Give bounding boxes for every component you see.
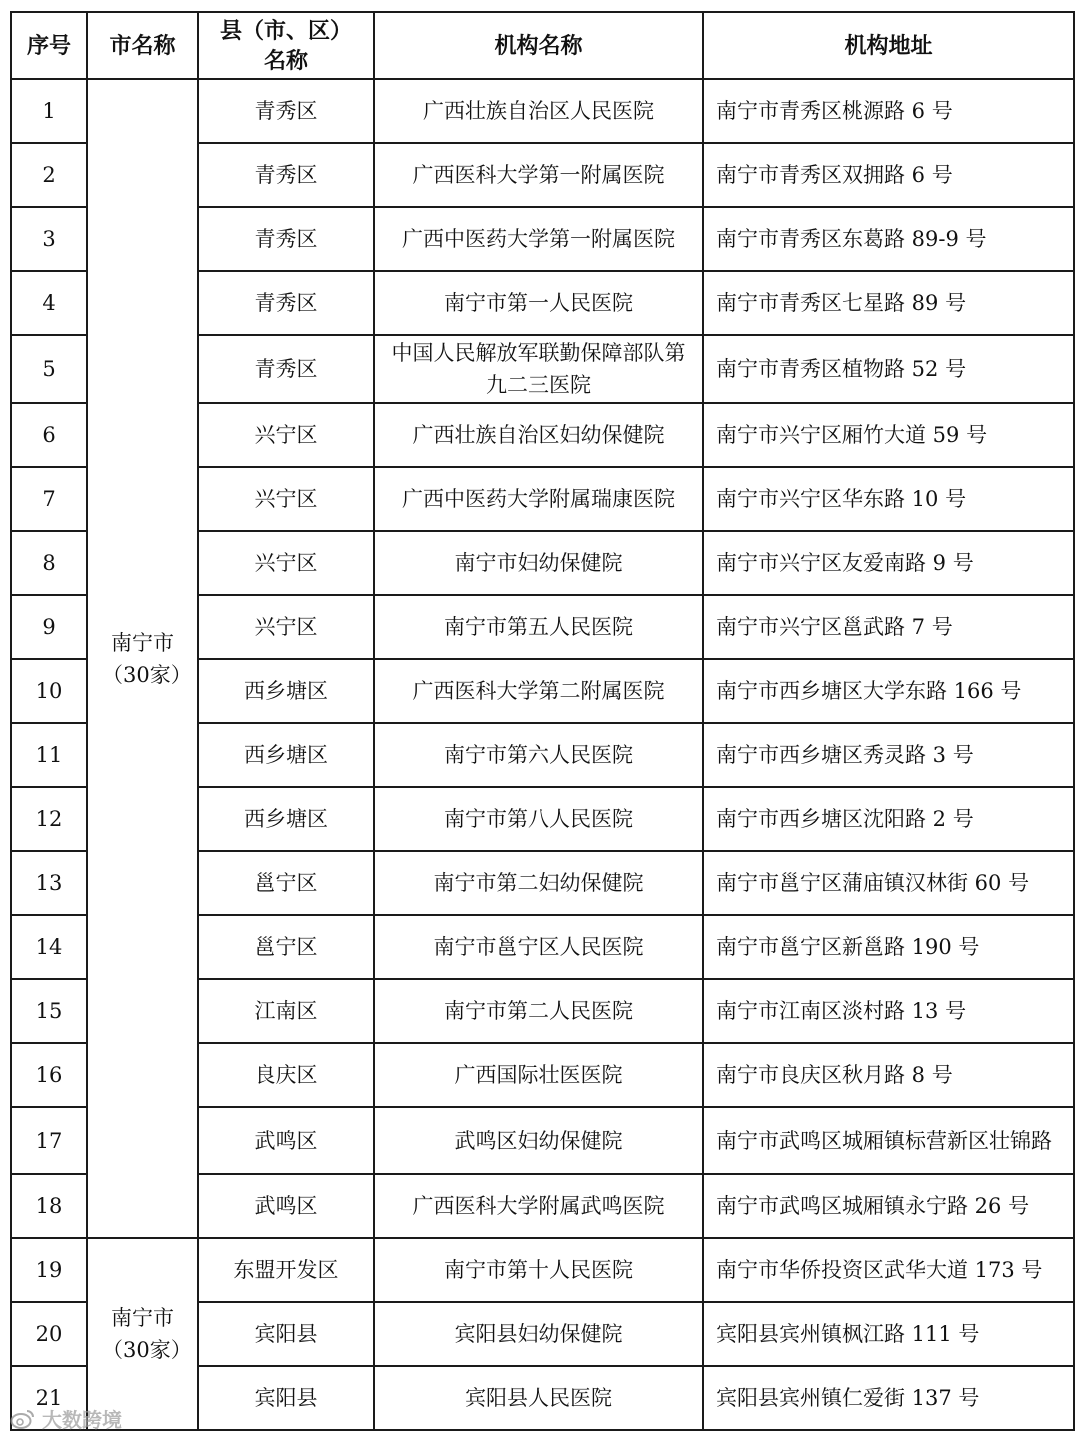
row-index: 10 [11, 659, 87, 723]
row-address: 南宁市青秀区桃源路 6 号 [703, 79, 1074, 143]
row-org-name: 南宁市第一人民医院 [374, 271, 703, 335]
city-cell: 南宁市（30家） [87, 79, 198, 1238]
row-address: 南宁市兴宁区友爱南路 9 号 [703, 531, 1074, 595]
row-address: 宾阳县宾州镇枫江路 111 号 [703, 1302, 1074, 1366]
weibo-logo-icon [10, 1408, 36, 1430]
row-index: 2 [11, 143, 87, 207]
row-county: 兴宁区 [198, 403, 374, 467]
row-address: 宾阳县宾州镇仁爱街 137 号 [703, 1366, 1074, 1430]
row-org-name: 广西医科大学第一附属医院 [374, 143, 703, 207]
row-address: 南宁市西乡塘区沈阳路 2 号 [703, 787, 1074, 851]
row-address: 南宁市良庆区秋月路 8 号 [703, 1043, 1074, 1107]
row-org-name: 南宁市第十人民医院 [374, 1238, 703, 1302]
row-index: 16 [11, 1043, 87, 1107]
row-org-name: 南宁市邕宁区人民医院 [374, 915, 703, 979]
row-address: 南宁市武鸣区城厢镇标营新区壮锦路 [703, 1107, 1074, 1174]
row-org-name: 广西国际壮医医院 [374, 1043, 703, 1107]
header-row [11, 12, 1074, 79]
row-county: 青秀区 [198, 271, 374, 335]
row-address: 南宁市邕宁区新邕路 190 号 [703, 915, 1074, 979]
row-index: 15 [11, 979, 87, 1043]
row-county: 宾阳县 [198, 1302, 374, 1366]
city-cell: 南宁市（30家） [87, 1238, 198, 1430]
row-index: 5 [11, 335, 87, 403]
hospital-table [10, 11, 1075, 1431]
row-county: 兴宁区 [198, 531, 374, 595]
row-index: 1 [11, 79, 87, 143]
row-address: 南宁市青秀区东葛路 89-9 号 [703, 207, 1074, 271]
row-county: 东盟开发区 [198, 1238, 374, 1302]
row-county: 青秀区 [198, 143, 374, 207]
row-county: 青秀区 [198, 207, 374, 271]
row-org-name: 广西壮族自治区妇幼保健院 [374, 403, 703, 467]
row-index: 12 [11, 787, 87, 851]
row-index: 13 [11, 851, 87, 915]
row-county: 西乡塘区 [198, 787, 374, 851]
row-address: 南宁市西乡塘区秀灵路 3 号 [703, 723, 1074, 787]
row-index: 18 [11, 1174, 87, 1238]
row-address: 南宁市西乡塘区大学东路 166 号 [703, 659, 1074, 723]
row-org-name: 广西中医药大学第一附属医院 [374, 207, 703, 271]
row-org-name: 广西医科大学第二附属医院 [374, 659, 703, 723]
row-address: 南宁市兴宁区邕武路 7 号 [703, 595, 1074, 659]
row-org-name: 广西中医药大学附属瑞康医院 [374, 467, 703, 531]
row-org-name: 广西壮族自治区人民医院 [374, 79, 703, 143]
header-city: 市名称 [87, 12, 198, 79]
row-address: 南宁市青秀区双拥路 6 号 [703, 143, 1074, 207]
row-org-name: 南宁市第二人民医院 [374, 979, 703, 1043]
header-org-name: 机构名称 [374, 12, 703, 79]
row-address: 南宁市武鸣区城厢镇永宁路 26 号 [703, 1174, 1074, 1238]
row-index: 17 [11, 1107, 87, 1174]
row-address: 南宁市兴宁区厢竹大道 59 号 [703, 403, 1074, 467]
row-county: 邕宁区 [198, 851, 374, 915]
row-index: 8 [11, 531, 87, 595]
row-index: 6 [11, 403, 87, 467]
row-county: 兴宁区 [198, 467, 374, 531]
row-org-name: 南宁市第八人民医院 [374, 787, 703, 851]
row-county: 青秀区 [198, 335, 374, 403]
header-county: 县（市、区）名称 [198, 12, 374, 79]
row-org-name: 武鸣区妇幼保健院 [374, 1107, 703, 1174]
row-org-name: 宾阳县妇幼保健院 [374, 1302, 703, 1366]
row-org-name: 中国人民解放军联勤保障部队第九二三医院 [374, 335, 703, 403]
row-county: 邕宁区 [198, 915, 374, 979]
row-address: 南宁市兴宁区华东路 10 号 [703, 467, 1074, 531]
row-address: 南宁市华侨投资区武华大道 173 号 [703, 1238, 1074, 1302]
row-index: 4 [11, 271, 87, 335]
row-org-name: 南宁市第二妇幼保健院 [374, 851, 703, 915]
row-index: 11 [11, 723, 87, 787]
row-index: 20 [11, 1302, 87, 1366]
row-index: 9 [11, 595, 87, 659]
row-org-name: 南宁市第五人民医院 [374, 595, 703, 659]
row-address: 南宁市江南区淡村路 13 号 [703, 979, 1074, 1043]
row-address: 南宁市青秀区植物路 52 号 [703, 335, 1074, 403]
row-org-name: 宾阳县人民医院 [374, 1366, 703, 1430]
row-county: 良庆区 [198, 1043, 374, 1107]
row-county: 青秀区 [198, 79, 374, 143]
row-index: 19 [11, 1238, 87, 1302]
row-org-name: 南宁市第六人民医院 [374, 723, 703, 787]
table-row [11, 79, 1074, 143]
row-index: 7 [11, 467, 87, 531]
row-index: 14 [11, 915, 87, 979]
row-county: 兴宁区 [198, 595, 374, 659]
row-index: 21 [11, 1366, 87, 1430]
row-county: 西乡塘区 [198, 659, 374, 723]
header-index: 序号 [11, 12, 87, 79]
header-org-address: 机构地址 [703, 12, 1074, 79]
row-org-name: 广西医科大学附属武鸣医院 [374, 1174, 703, 1238]
watermark [10, 1404, 122, 1433]
row-county: 武鸣区 [198, 1174, 374, 1238]
row-county: 西乡塘区 [198, 723, 374, 787]
row-county: 宾阳县 [198, 1366, 374, 1430]
row-county: 江南区 [198, 979, 374, 1043]
row-address: 南宁市青秀区七星路 89 号 [703, 271, 1074, 335]
table-row [11, 1238, 1074, 1302]
watermark-text: 大数跨境 [42, 1408, 122, 1432]
row-address: 南宁市邕宁区蒲庙镇汉林街 60 号 [703, 851, 1074, 915]
row-county: 武鸣区 [198, 1107, 374, 1174]
row-org-name: 南宁市妇幼保健院 [374, 531, 703, 595]
row-index: 3 [11, 207, 87, 271]
